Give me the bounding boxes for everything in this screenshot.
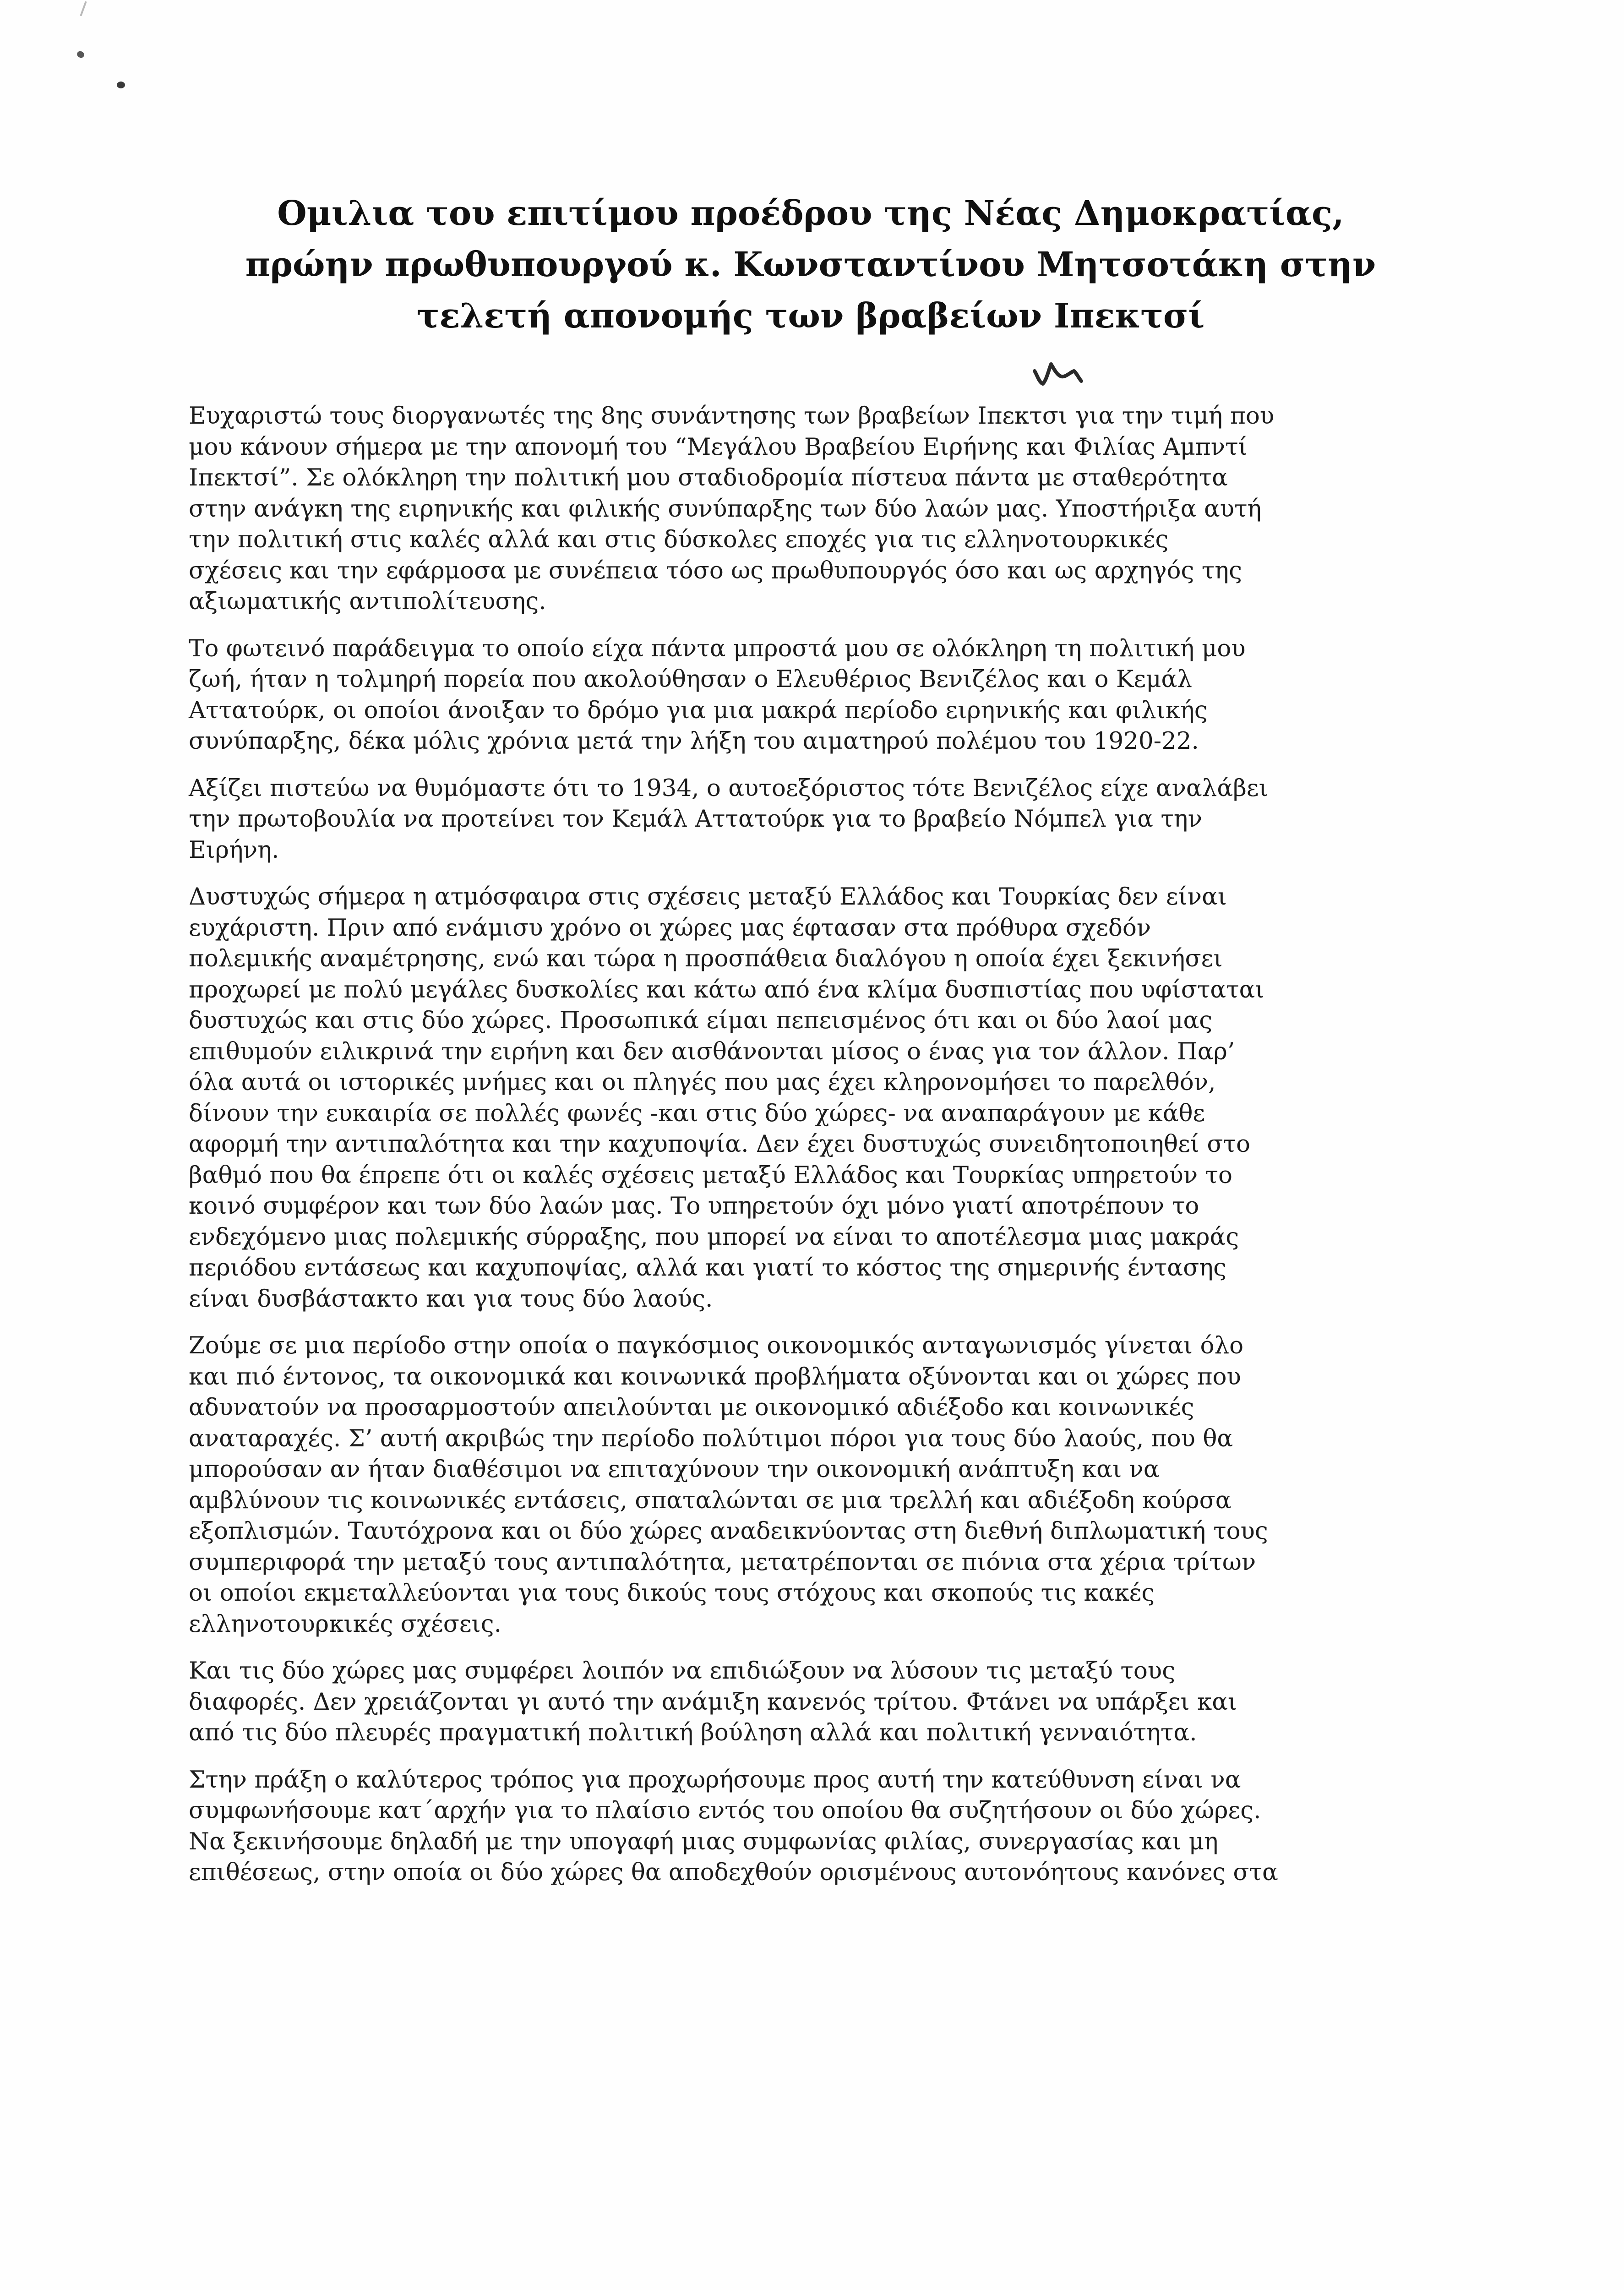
text-line: είναι δυσβάστακτο και για τους δύο λαούς. [189, 1285, 713, 1313]
text-line: την πρωτοβουλία να προτείνει τον Κεμάλ Αττατούρκ για το βραβείο Νόμπελ για την [189, 805, 1203, 833]
paragraph [189, 401, 1434, 617]
text-line: κοινό συμφέρον και των δύο λαών μας. Το υπηρετούν όχι μόνο γιατί αποτρέπουν το [189, 1192, 1199, 1220]
text-line: και πιό έντονος, τα οικονομικά και κοινωνικά προβλήματα οξύνονται και οι χώρες που [189, 1363, 1241, 1390]
text-line: συμπεριφορά την μεταξύ τους αντιπαλότητα, μετατρέπονται σε πιόνια στα χέρια τρίτων [189, 1548, 1256, 1576]
handwritten-initials-icon [1033, 357, 1092, 389]
paragraph [189, 773, 1434, 866]
text-line: μπορούσαν αν ήταν διαθέσιμοι να επιταχύνουν την οικονομική ανάπτυξη και να [189, 1456, 1160, 1483]
paragraph [189, 1656, 1434, 1749]
title-line: τελετή απονομής των βραβείων Ιπεκτσί [416, 296, 1205, 336]
text-line: ενδεχόμενο μιας πολεμικής σύρραξης, που μπορεί να είναι το αποτέλεσμα μιας μακράς [189, 1223, 1239, 1251]
text-line: ζωή, ήταν η τολμηρή πορεία που ακολούθησαν ο Ελευθέριος Βενιζέλος και ο Κεμάλ [189, 665, 1192, 693]
text-line: προχωρεί με πολύ μεγάλες δυσκολίες και κάτω από ένα κλίμα δυσπιστίας που υφίσταται [189, 976, 1264, 1003]
text-line: Και τις δύο χώρες μας συμφέρει λοιπόν να επιδιώξουν να λύσουν τις μεταξύ τους [189, 1657, 1176, 1685]
document-title [192, 188, 1429, 342]
title-line: Ομιλια του επιτίμου προέδρου της Νέας Δημοκρατίας, [277, 194, 1344, 233]
text-line: από τις δύο πλευρές πραγματική πολιτική βούληση αλλά και πολιτική γενναιότητα. [189, 1719, 1197, 1746]
title-line: πρώην πρωθυπουργού κ. Κωνσταντίνου Μητσοτάκη στην [245, 245, 1376, 284]
text-line: διαφορές. Δεν χρειάζονται γι αυτό την ανάμιξη κανενός τρίτου. Φτάνει να υπάρξει και [189, 1688, 1237, 1716]
text-line: επιθυμούν ειλικρινά την ειρήνη και δεν αισθάνονται μίσος ο ένας για τον άλλον. Παρ’ [189, 1037, 1235, 1065]
text-line: σχέσεις και την εφάρμοσα με συνέπεια τόσο ως πρωθυπουργός όσο και ως αρχηγός της [189, 556, 1242, 584]
text-line: στην ανάγκη της ειρηνικής και φιλικής συνύπαρξης των δύο λαών μας. Υποστήριξα αυτή [189, 495, 1262, 523]
text-line: συνύπαρξης, δέκα μόλις χρόνια μετά την λήξη του αιματηρού πολέμου του 1920-22. [189, 727, 1199, 755]
scan-speck [80, 1, 87, 16]
text-line: Ιπεκτσί”. Σε ολόκληρη την πολιτική μου σταδιοδρομία πίστευα πάντα με σταθερότητα [189, 464, 1228, 491]
text-line: δίνουν την ευκαιρία σε πολλές φωνές -και στις δύο χώρες- να αναπαράγουν με κάθε [189, 1099, 1205, 1127]
text-line: ελληνοτουρκικές σχέσεις. [189, 1610, 501, 1638]
text-line: Ζούμε σε μια περίοδο στην οποία ο παγκόσμιος οικονομικός ανταγωνισμός γίνεται όλο [189, 1332, 1244, 1359]
text-line: Αττατούρκ, οι οποίοι άνοιξαν το δρόμο για μια μακρά περίοδο ειρηνικής και φιλικής [189, 696, 1208, 724]
text-line: ευχάριστη. Πριν από ενάμισυ χρόνο οι χώρες μας έφτασαν στα πρόθυρα σχεδόν [189, 914, 1151, 942]
scan-speck [117, 82, 125, 88]
text-line: εξοπλισμών. Ταυτόχρονα και οι δύο χώρες αναδεικνύοντας στη διεθνή διπλωματική τους [189, 1517, 1268, 1545]
paragraph [189, 882, 1434, 1314]
scan-speck [76, 50, 86, 59]
text-line: αφορμή την αντιπαλότητα και την καχυποψία. Δεν έχει δυστυχώς συνειδητοποιηθεί στο [189, 1130, 1251, 1158]
text-line: Ειρήνη. [189, 836, 279, 864]
paragraph [189, 633, 1434, 757]
text-line: συμφωνήσουμε κατ΄αρχήν για το πλαίσιο εντός του οποίου θα συζητήσουν οι δύο χώρες. [189, 1797, 1261, 1824]
text-line: αμβλύνουν τις κοινωνικές εντάσεις, σπαταλώνται σε μια τρελλή και αδιέξοδη κούρσα [189, 1486, 1232, 1514]
text-line: Να ξεκινήσουμε δηλαδή με την υπογαφή μιας συμφωνίας φιλίας, συνεργασίας και μη [189, 1827, 1218, 1855]
text-line: επιθέσεως, στην οποία οι δύο χώρες θα αποδεχθούν ορισμένους αυτονόητους κανόνες στα [189, 1859, 1278, 1886]
text-line: οι οποίοι εκμεταλλεύονται για τους δικούς τους στόχους και σκοπούς τις κακές [189, 1579, 1155, 1607]
text-line: Αξίζει πιστεύω να θυμόμαστε ότι το 1934, ο αυτοεξόριστος τότε Βενιζέλος είχε αναλάβει [189, 774, 1268, 802]
text-line: αναταραχές. Σ’ αυτή ακριβώς την περίοδο πολύτιμοι πόροι για τους δύο λαούς, που θα [189, 1424, 1233, 1452]
text-line: Δυστυχώς σήμερα η ατμόσφαιρα στις σχέσεις μεταξύ Ελλάδος και Τουρκίας δεν είναι [189, 883, 1227, 911]
paragraph [189, 1330, 1434, 1640]
text-line: πολεμικής αναμέτρησης, ενώ και τώρα η προσπάθεια διαλόγου η οποία έχει ξεκινήσει [189, 945, 1223, 972]
text-line: δυστυχώς και στις δύο χώρες. Προσωπικά είμαι πεπεισμένος ότι και οι δύο λαοί μας [189, 1007, 1213, 1034]
text-line: την πολιτική στις καλές αλλά και στις δύσκολες εποχές για τις ελληνοτουρκικές [189, 526, 1169, 553]
text-line: βαθμό που θα έπρεπε ότι οι καλές σχέσεις μεταξύ Ελλάδος και Τουρκίας υπηρετούν το [189, 1161, 1233, 1189]
document-body [189, 401, 1434, 1904]
text-line: όλα αυτά οι ιστορικές μνήμες και οι πληγές που μας έχει κληρονομήσει το παρελθόν, [189, 1069, 1216, 1096]
text-line: αδυνατούν να προσαρμοστούν απειλούνται με οικονομικό αδιέξοδο και κοινωνικές [189, 1394, 1194, 1421]
text-line: Ευχαριστώ τους διοργανωτές της 8ης συνάντησης των βραβείων Ιπεκτσι για την τιμή που [189, 402, 1275, 430]
paragraph [189, 1765, 1434, 1888]
text-line: αξιωματικής αντιπολίτευσης. [189, 588, 546, 615]
text-line: περιόδου εντάσεως και καχυποψίας, αλλά και γιατί το κόστος της σημερινής έντασης [189, 1254, 1226, 1281]
text-line: Στην πράξη ο καλύτερος τρόπος για προχωρήσουμε προς αυτή την κατεύθυνση είναι να [189, 1766, 1241, 1794]
text-line: μου κάνουν σήμερα με την απονομή του “Μεγάλου Βραβείου Ειρήνης και Φιλίας Αμπντί [189, 433, 1248, 461]
text-line: Το φωτεινό παράδειγμα το οποίο είχα πάντα μπροστά μου σε ολόκληρη τη πολιτική μου [189, 634, 1246, 662]
